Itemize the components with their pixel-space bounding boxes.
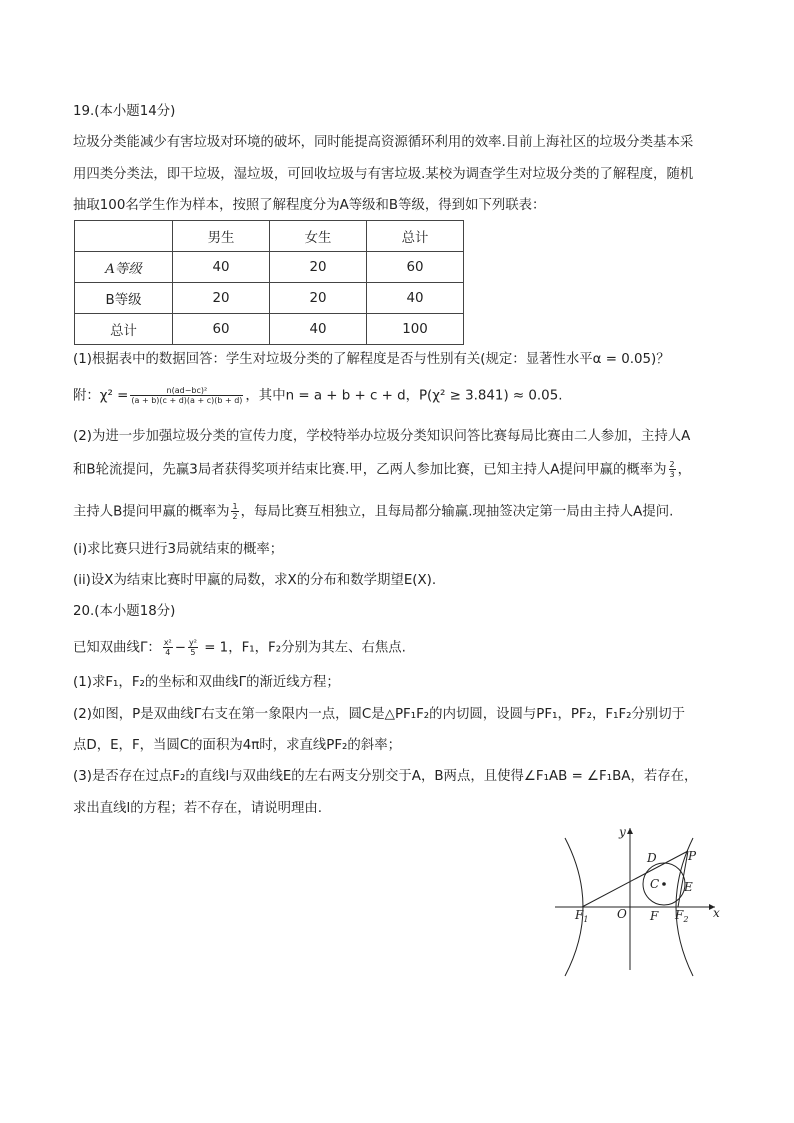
- table-header-row: [75, 221, 464, 252]
- table-cell: B等级: [75, 283, 173, 314]
- text-segment: 和B轮流提问，先赢3局者获得奖项并结束比赛.甲，乙两人参加比赛，已知主持人A提问甲赢的概率为: [73, 462, 667, 478]
- label-c: C: [650, 877, 660, 891]
- probability-fraction-a: [669, 460, 676, 479]
- table-cell: 100: [367, 314, 464, 345]
- table-header-cell: 女生: [270, 221, 367, 252]
- segment-pf1: [582, 851, 688, 907]
- fraction-numerator: 1: [232, 502, 238, 511]
- q20-part2-line1: (2)如图，P是双曲线Γ右支在第一象限内一点，圆C是△PF₁F₂的内切圆，设圆与PF₁，PF₂，F₁F₂分别切于: [73, 707, 686, 722]
- q20-part1: (1)求F₁，F₂的坐标和双曲线Γ的渐近线方程；: [73, 675, 340, 690]
- contingency-table: [74, 220, 464, 345]
- fraction-numerator: y²: [189, 638, 197, 647]
- table-cell: A等级: [75, 252, 173, 283]
- text-segment: ，每局比赛互相独立，且每局都分输赢.现抽签决定第一局由主持人A提问.: [240, 504, 674, 520]
- fraction-numerator: x²: [163, 638, 172, 647]
- table-row: [75, 314, 464, 345]
- fraction-numerator: 2: [669, 460, 675, 469]
- label-e: E: [684, 880, 693, 894]
- text-segment: ，: [677, 462, 692, 478]
- q19-sub-ii: (ii)设X为结束比赛时甲赢的局数，求X的分布和数学期望E(X).: [73, 573, 437, 588]
- q19-intro-line3: 抽取100名学生作为样本，按照了解程度分为A等级和B等级，得到如下列联表：: [73, 198, 546, 213]
- table-header-cell: [75, 221, 173, 252]
- fraction-denominator: (a + b)(c + d)(a + c)(b + d): [131, 396, 243, 405]
- table-cell: 40: [367, 283, 464, 314]
- label-y: y: [619, 825, 626, 839]
- fraction-denominator: 5: [190, 648, 196, 657]
- formula-prefix: 附：χ² =: [73, 388, 129, 404]
- table-cell: 40: [173, 252, 270, 283]
- table-cell: 20: [270, 283, 367, 314]
- table-cell: 20: [270, 252, 367, 283]
- probability-fraction-b: [231, 502, 238, 521]
- q20-part3-line1: (3)是否存在过点F₂的直线l与双曲线E的左右两支分别交于A，B两点，且使得∠F₁AB = ∠F₁BA，若存在，: [73, 769, 698, 784]
- table-header-cell: 总计: [367, 221, 464, 252]
- center-dot: [662, 882, 666, 886]
- minus-sign: −: [174, 640, 186, 656]
- fraction-denominator: 3: [669, 470, 675, 479]
- label-o: O: [617, 907, 627, 921]
- q19-sub-i: (i)求比赛只进行3局就结束的概率；: [73, 542, 284, 557]
- table-cell: 20: [173, 283, 270, 314]
- formula-suffix: ，其中n = a + b + c + d，P(χ² ≥ 3.841) ≈ 0.05.: [245, 388, 563, 404]
- table-row: [75, 283, 464, 314]
- table-cell: 60: [367, 252, 464, 283]
- label-x: x: [713, 906, 720, 920]
- q19-formula: [73, 386, 562, 407]
- text-segment: 已知双曲线Γ：: [73, 640, 161, 656]
- hyperbola-figure: [555, 820, 735, 980]
- label-f2: $F_2$: [675, 908, 689, 924]
- q20-given: [73, 638, 406, 659]
- table-row: [75, 252, 464, 283]
- table-cell: 60: [173, 314, 270, 345]
- q20-part3-line2: 求出直线l的方程；若不存在，请说明理由.: [73, 801, 323, 816]
- q20-heading: 20.(本小题18分): [73, 604, 176, 619]
- x-squared-fraction: [163, 638, 173, 657]
- chi-square-fraction: [130, 386, 243, 405]
- fraction-denominator: 2: [232, 512, 238, 521]
- q19-part2-line1: (2)为进一步加强垃圾分类的宣传力度，学校特举办垃圾分类知识问答比赛每局比赛由二人参加，主持人A: [73, 429, 691, 444]
- q19-part2-line3: [73, 502, 673, 523]
- q19-intro-line2: 用四类分类法，即干垃圾，湿垃圾，可回收垃圾与有害垃圾.某校为调查学生对垃圾分类的了解程度，随机: [73, 167, 694, 182]
- q19-heading: 19.(本小题14分): [73, 104, 176, 119]
- label-f1: $F_1$: [575, 908, 589, 924]
- label-d: D: [647, 851, 657, 865]
- table-cell: 40: [270, 314, 367, 345]
- q19-part2-line2: [73, 460, 691, 481]
- y-squared-fraction: [188, 638, 198, 657]
- label-f: F: [650, 909, 659, 923]
- fraction-numerator: n(ad−bc)²: [130, 386, 243, 396]
- q19-intro-line1: 垃圾分类能减少有害垃圾对环境的破坏，同时能提高资源循环利用的效率.目前上海社区的垃圾分类基本采: [73, 135, 694, 150]
- text-segment: 主持人B提问甲赢的概率为: [73, 504, 230, 520]
- q19-part1: (1)根据表中的数据回答：学生对垃圾分类的了解程度是否与性别有关(规定：显著性水平α = 0.05)？: [73, 352, 670, 367]
- text-segment: = 1，F₁，F₂分别为其左、右焦点.: [199, 640, 406, 656]
- q20-part2-line2: 点D，E，F，当圆C的面积为4π时，求直线PF₂的斜率；: [73, 738, 401, 753]
- table-header-cell: 男生: [173, 221, 270, 252]
- fraction-denominator: 4: [165, 648, 171, 657]
- label-p: P: [688, 849, 697, 863]
- table-cell: 总计: [75, 314, 173, 345]
